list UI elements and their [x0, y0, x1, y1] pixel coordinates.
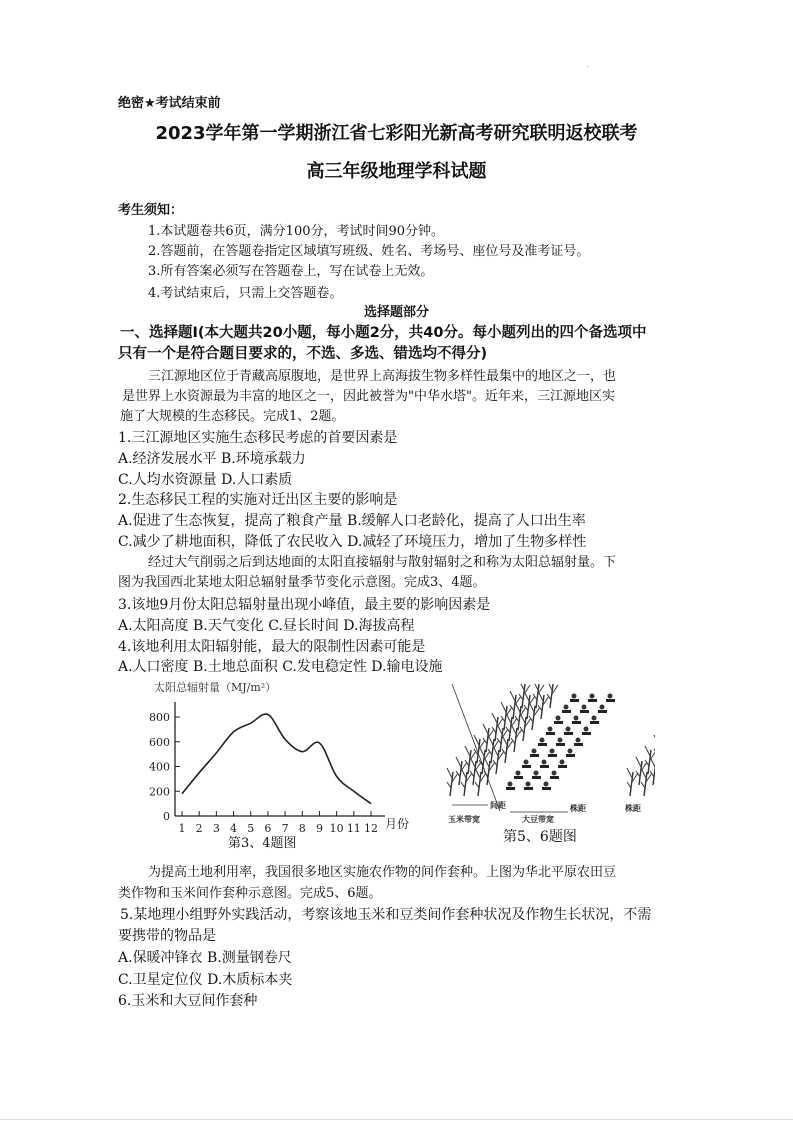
soybean-plant [566, 727, 571, 732]
secret-mark: 绝密★考试结束前 [118, 96, 221, 111]
passage-text: 是世界上水资源最为丰富的地区之一，因此被誉为"中华水塔"。近年来，三江源地区实 [122, 389, 615, 404]
x-tick-label: 6 [264, 822, 272, 835]
soybean-plant [538, 743, 547, 746]
soybean-plant [530, 754, 539, 757]
soybean-plant [522, 765, 531, 768]
passage-text: 类作物和玉米间作套种示意图。完成5、6题。 [118, 886, 382, 901]
question-5-stem: 要携带的物品是 [118, 928, 216, 944]
question-5-options: A.保暖冲锋衣 B.测量钢卷尺 [118, 950, 292, 966]
soybean-plant [560, 760, 565, 765]
question-4-options: A.人口密度 B.土地总面积 C.发电稳定性 D.输电设施 [118, 659, 443, 675]
question-3-stem: 3.该地9月份太阳总辐射量出现小峰值，最主要的影响因素是 [118, 597, 491, 613]
chart-caption: 第3、4题图 [228, 836, 297, 851]
exam-subtitle: 高三年级地理学科试题 [306, 161, 487, 182]
soybean-plant [544, 782, 549, 787]
soybean-plant [598, 710, 607, 713]
soybean-plant [540, 738, 545, 743]
x-tick-label: 10 [329, 822, 344, 835]
label-plant-spacing: 株距 [625, 803, 641, 813]
soybean-plant [566, 754, 575, 757]
notice-item: 2.答题前，在答题卷指定区域填写班级、姓名、考场号、座位号及准考证号。 [148, 244, 590, 259]
page-edge [0, 1119, 793, 1120]
notice-item: 3.所有答案必须写在答题卷上，写在试卷上无效。 [148, 264, 434, 279]
notice-item: 1.本试题卷共6页，满分100分，考试时间90分钟。 [148, 224, 445, 239]
label-corn-width: 玉米带宽 [448, 814, 480, 824]
x-tick-label: 8 [298, 822, 306, 835]
soybean-plant [548, 754, 557, 757]
soybean-plant [556, 743, 565, 746]
soybean-plant [514, 776, 523, 779]
soybean-plant [570, 699, 579, 702]
question-2-options: C.减少了耕地面积，降低了农民收入 D.减轻了环境压力，增加了生物多样性 [118, 534, 587, 550]
question-6-stem: 6.玉米和大豆间作套种 [118, 993, 258, 1009]
soybean-plant [564, 705, 569, 710]
soybean-plant [506, 787, 515, 790]
exam-title: 2023学年第一学期浙江省七彩阳光新高考研究联明返校联考 [155, 123, 638, 144]
soybean-plant [584, 727, 589, 732]
soybean-plant [572, 721, 581, 724]
question-5-options: C.卫星定位仪 D.木质标本夹 [118, 972, 293, 988]
passage-text: 图为我国西北某地太阳总辐射量季节变化示意图。完成3、4题。 [118, 575, 486, 590]
scan-dot [587, 66, 588, 67]
soybean-plant [568, 749, 573, 754]
soybean-plant [542, 787, 551, 790]
soybean-plant [554, 721, 563, 724]
soybean-plant [580, 710, 589, 713]
soybean-plant [558, 738, 563, 743]
passage-text: 经过大气削弱之后到达地面的太阳直接辐射与散射辐射之和称为太阳总辐射量。下 [148, 555, 617, 570]
notice-item: 4.考试结束后，只需上交答题卷。 [148, 286, 343, 301]
soybean-plant [592, 716, 597, 721]
intercropping-illustration [440, 684, 655, 824]
soybean-plant [600, 705, 605, 710]
y-tick-label: 0 [163, 810, 170, 823]
soybean-plant [582, 732, 591, 735]
y-tick-label: 800 [149, 711, 170, 724]
x-tick-label: 11 [346, 822, 361, 835]
chart-title: 太阳总辐射量（MJ/m²） [154, 681, 277, 694]
soybean-plant [582, 705, 587, 710]
part-title: 选择题部分 [363, 305, 429, 320]
soybean-plant [532, 776, 541, 779]
question-1-options: C.人均水资源量 D.人口素质 [118, 472, 293, 488]
x-tick-label: 3 [212, 822, 220, 835]
soybean-plant [508, 782, 513, 787]
soybean-plant [590, 721, 599, 724]
soybean-plant [550, 776, 559, 779]
x-tick-label: 2 [195, 822, 203, 835]
soybean-plant [558, 765, 567, 768]
question-2-options: A.促进了生态恢复，提高了粮食产量 B.缓解人口老龄化，提高了人口出生率 [118, 513, 586, 529]
soybean-plant [526, 782, 531, 787]
y-tick-label: 600 [149, 735, 170, 749]
passage-text: 三江源地区位于青藏高原腹地，是世界上高海拔生物多样性最集中的地区之一，也 [148, 369, 617, 384]
soybean-plant [546, 732, 555, 735]
soybean-plant [574, 743, 583, 746]
soybean-plant [590, 694, 595, 699]
soybean-plant [608, 694, 613, 699]
x-tick-label: 1 [178, 822, 186, 835]
soybean-plant [550, 749, 555, 754]
soybean-plant [606, 699, 615, 702]
passage-text: 为提高土地利用率，我国很多地区实施农作物的间作套种。上图为华北平原农田豆 [148, 865, 617, 880]
soybean-plant [574, 716, 579, 721]
label-soy-width: 大豆带宽 [522, 814, 554, 824]
label-plant-spacing: 株距 [570, 803, 586, 813]
question-3-options: A.太阳高度 B.天气变化 C.昼长时间 D.海拔高程 [118, 618, 415, 634]
question-4-stem: 4.该地利用太阳辐射能，最大的限制性因素可能是 [118, 639, 426, 655]
soybean-plant [576, 738, 581, 743]
soybean-plant [548, 727, 553, 732]
y-tick-label: 200 [149, 785, 170, 799]
soybean-plant [552, 771, 557, 776]
soybean-plant [556, 716, 561, 721]
soybean-plant [564, 732, 573, 735]
x-tick-label: 12 [364, 822, 378, 835]
soybean-plant [524, 787, 533, 790]
solar-radiation-chart [120, 676, 420, 856]
y-tick-label: 400 [149, 760, 170, 774]
x-tick-label: 4 [230, 822, 238, 835]
question-2-stem: 2.生态移民工程的实施对迁出区主要的影响是 [118, 492, 398, 508]
soybean-plant [572, 694, 577, 699]
soybean-plant [540, 765, 549, 768]
soybean-plant [532, 749, 537, 754]
soybean-plant [542, 760, 547, 765]
figure-caption: 第5、6题图 [503, 829, 577, 845]
section-heading: 只有一个是符合题目要求的，不选、多选、错选均不得分) [118, 346, 488, 362]
x-tick-label: 5 [247, 822, 255, 835]
soybean-plant [588, 699, 597, 702]
label-spacing: 间距 [490, 800, 506, 810]
soybean-plant [524, 760, 529, 765]
question-1-options: A.经济发展水平 B.环境承载力 [118, 451, 306, 467]
x-tick-label: 9 [315, 822, 323, 835]
notice-heading: 考生须知： [118, 203, 184, 218]
x-tick-label: 7 [281, 822, 289, 835]
soybean-plant [562, 710, 571, 713]
question-5-stem: 5.某地理小组野外实践活动，考察该地玉米和豆类间作套种状况及作物生长状况，不需 [120, 907, 652, 923]
soybean-plant [516, 771, 521, 776]
radiation-line [182, 714, 371, 804]
section-heading: 一、选择题Ⅰ(本大题共20小题，每小题2分，共40分。每小题列出的四个备选项中 [120, 325, 647, 341]
passage-text: 施了大规模的生态移民。完成1、2题。 [120, 409, 345, 424]
soybean-plant [534, 771, 539, 776]
x-axis-label: 月份 [385, 817, 410, 831]
question-1-stem: 1.三江源地区实施生态移民考虑的首要因素是 [118, 430, 398, 446]
